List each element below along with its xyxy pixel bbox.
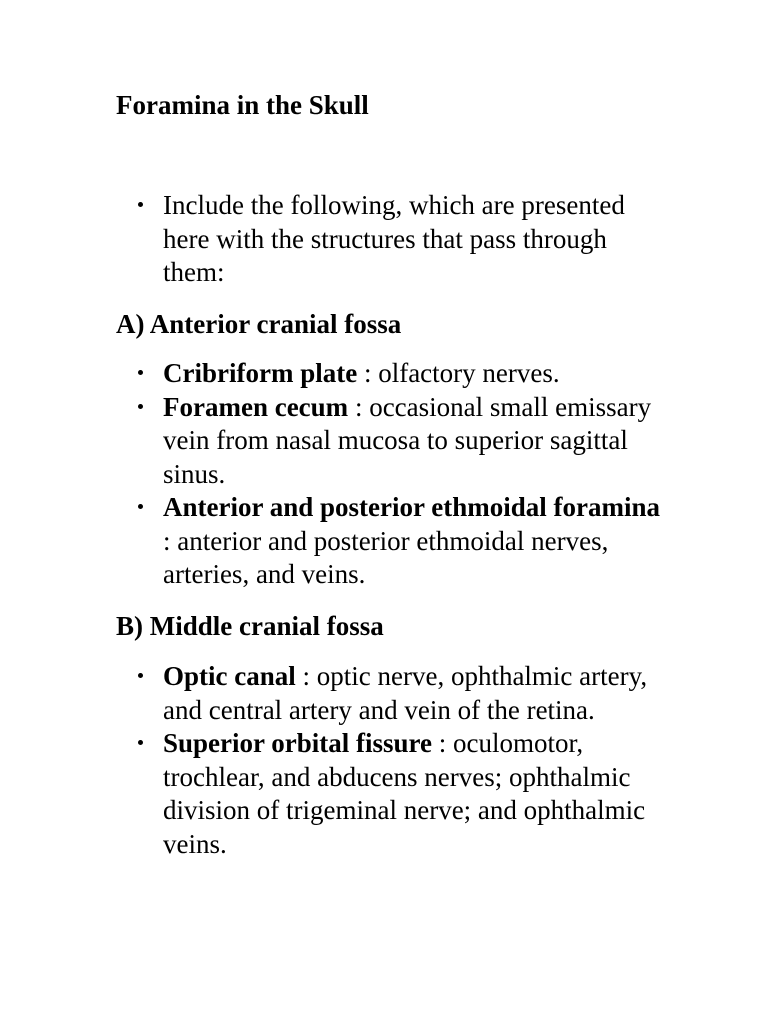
- list-item: [0, 660, 768, 727]
- section-b-list-block: [0, 660, 768, 861]
- intro-block: [0, 189, 768, 290]
- list-item: [0, 727, 768, 861]
- item-description: : olfactory nerves.: [357, 358, 560, 388]
- list-item: [0, 391, 768, 492]
- bullet-icon: [138, 673, 143, 678]
- intro-text: Include the following, which are presented here with the structures that pass through them:: [163, 190, 625, 287]
- section-a-list-block: [0, 357, 768, 592]
- list-item: [0, 491, 768, 592]
- section-a-header: [0, 307, 768, 341]
- item-description: : optic nerve, ophthalmic artery, and central artery and vein of the retina.: [163, 661, 648, 725]
- item-term: Cribriform plate: [163, 358, 358, 388]
- list-item: [0, 189, 768, 290]
- bullet-icon: [138, 504, 143, 509]
- list-item: [0, 357, 768, 391]
- item-term: Superior orbital fissure: [163, 728, 433, 758]
- item-term: Optic canal: [163, 661, 296, 691]
- intro-list: [0, 189, 768, 290]
- item-term: Anterior and posterior ethmoidal foramina: [163, 492, 660, 522]
- section-heading: B) Middle cranial fossa: [116, 611, 384, 641]
- section-b-list: [0, 660, 768, 861]
- bullet-icon: [138, 202, 143, 207]
- bullet-icon: [138, 404, 143, 409]
- page-title: Foramina in the Skull: [116, 90, 369, 120]
- bullet-icon: [138, 370, 143, 375]
- section-heading: A) Anterior cranial fossa: [116, 309, 402, 339]
- item-description: : oculomotor, trochlear, and abducens nerves; ophthalmic division of trigeminal nerve; and ophthalmic veins.: [163, 728, 646, 859]
- section-a-list: [0, 357, 768, 592]
- bullet-icon: [138, 740, 143, 745]
- item-description: : anterior and posterior ethmoidal nerves, arteries, and veins.: [163, 525, 609, 589]
- item-description: : occasional small emissary vein from nasal mucosa to superior sagittal sinus.: [163, 391, 652, 489]
- section-b-header: [0, 609, 768, 643]
- item-term: Foramen cecum: [163, 391, 349, 422]
